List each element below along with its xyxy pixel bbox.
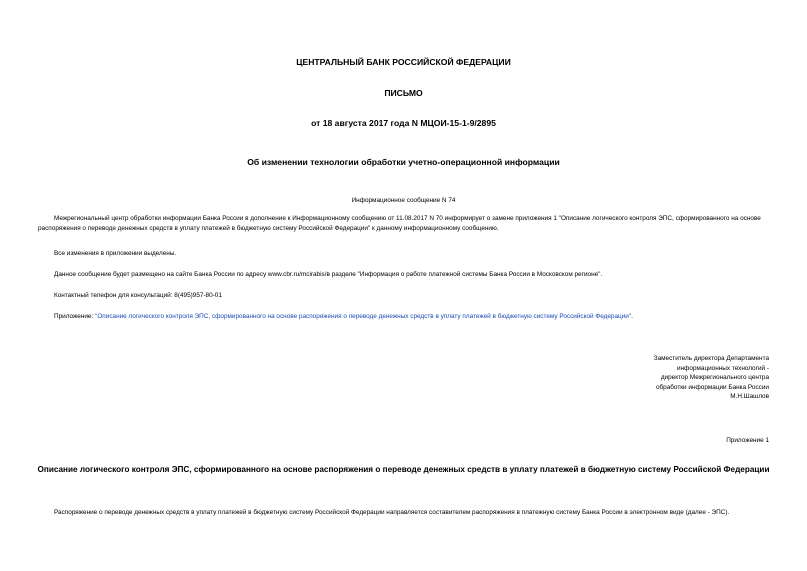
annex-paragraph: Распоряжение о переводе денежных средств в уплату платежей в бюджетную систему Российской Федерации направляется составителем распоряжения в платежную систему Банка России в электронном виде (далее - ЭПС).: [54, 509, 730, 516]
annex-label: Приложение 1: [726, 437, 769, 444]
date-number: от 18 августа 2017 года N МЦОИ-15-1-9/2895: [311, 118, 496, 128]
signature-line-2: информационных технологий -: [677, 364, 769, 372]
paragraph-website: Данное сообщение будет размещено на сайте Банка России по адресу www.cbr.ru/mcirabis/в разделе "Информация о работе платежной системы Банка России в Московском регионе".: [54, 271, 603, 278]
annex-title: Описание логического контроля ЭПС, сформированного на основе распоряжения о переводе денежных средств в уплату платежей в бюджетную систему Российской Федерации: [37, 465, 770, 474]
signature-line-5: М.Н.Шашлов: [730, 393, 769, 401]
subject-title: Об изменении технологии обработки учетно-операционной информации: [247, 157, 560, 167]
signature-line-4: обработки информации Банка России: [655, 383, 769, 391]
signature-block: [549, 354, 769, 402]
attachment-link[interactable]: "Описание логического контроля ЭПС, сформированного на основе распоряжения о переводе денежных средств в уплату платежей в бюджетную систему Российской Федерации": [95, 313, 632, 320]
info-message-number: Информационное сообщение N 74: [351, 197, 456, 204]
paragraph-main: Межрегиональный центр обработки информации Банка России в дополнение к Информационному сообщению от 11.08.2017 N 70 информирует о замене приложения 1 "Описание логического контроля ЭПС, сформированного на основе распоряжения о переводе денежных средств в уплату платежей в бюджетную систему Российской Федерации" к данному информационному сообщению.: [38, 215, 761, 232]
doc-type: ПИСЬМО: [384, 88, 423, 98]
signature-line-1: Заместитель директора Департамента: [653, 355, 769, 362]
attachment-prefix: Приложение:: [54, 313, 96, 320]
attachment-line: [54, 313, 633, 320]
signature-line-3: директор Межрегионального центра: [660, 374, 769, 382]
paragraph-phone: Контактный телефон для консультаций: 8(495)957-80-01: [54, 292, 222, 299]
paragraph-changes: Все изменения в приложении выделены.: [54, 250, 177, 257]
attachment-suffix: .: [631, 313, 633, 320]
org-title: ЦЕНТРАЛЬНЫЙ БАНК РОССИЙСКОЙ ФЕДЕРАЦИИ: [296, 57, 511, 67]
